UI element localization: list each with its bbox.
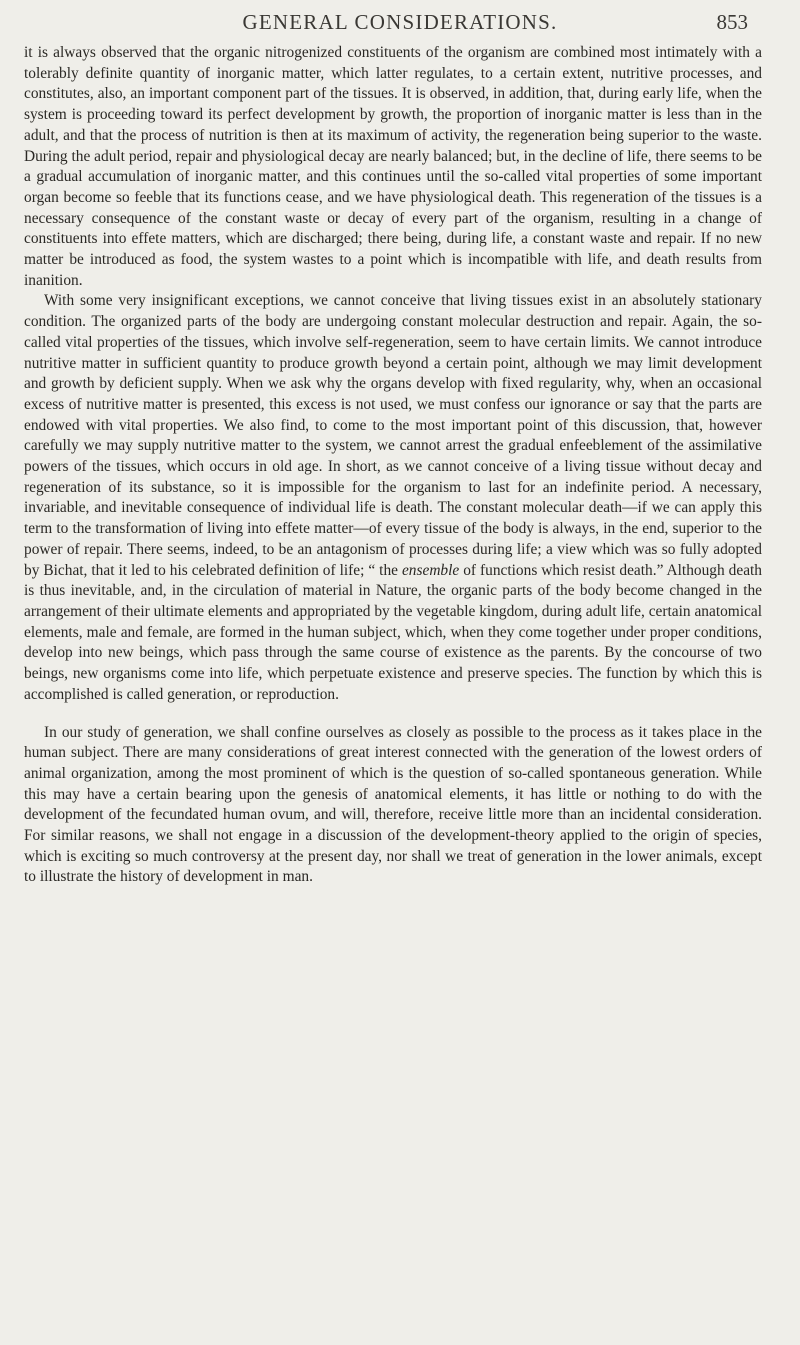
paragraph-3: In our study of generation, we shall confine ourselves as closely as possible to the process as it takes place in the human subject. There are many considerations of great interest connected with the generation of the lowest orders of animal organization, among the most prominent of which is the question of so-called spontaneous generation. While this may have a certain bearing upon the genesis of anatomical elements, it has little or nothing to do with the development of the fecundated human ovum, and will, therefore, receive little more than an incidental consideration. For similar reasons, we shall not engage in a discussion of the development-theory applied to the origin of species, which is exciting so much controversy at the present day, nor shall we treat of generation in the lower animals, except to illustrate the history of development in man. bbox=[24, 723, 762, 886]
running-head: GENERAL CONSIDERATIONS. bbox=[242, 10, 558, 34]
page-number: 853 bbox=[716, 10, 748, 34]
paragraph-1: it is always observed that the organic nitrogenized constituents of the organism are combined most intimately with a tolerably definite quantity of inorganic matter, which latter regulates, to a certain extent, nutritive processes, and constitutes, also, an important component part of the tissues. It is observed, in addition, that, during early life, when the system is proceeding toward its perfect development by growth, the proportion of inorganic matter is less than in the adult, and that the process of nutrition is then at its maximum of activity, the regeneration being superior to the waste. During the adult period, repair and physiological decay are nearly balanced; but, in the decline of life, there seems to be a gradual accumulation of inorganic matter, and this continues until the so-called vital properties of some important organ become so feeble that its functions cease, and we have physiological death. This regeneration of the tissues is a necessary consequence of the constant waste or decay of every part of the organism, resulting in a change of constituents into effete matters, which are discharged; there being, during life, a constant waste and repair. If no new matter be introduced as food, the system wastes to a point which is incompatible with life, and death results from inanition. bbox=[24, 44, 762, 289]
paragraph-2-text-b: of functions which resist death.” Although death is thus inevitable, and, in the circulation of material in Nature, the organic parts of the body become changed in the arrangement of their ultimate elements and appropriated by the vegetable kingdom, during adult life, certain anatomical elements, male and female, are formed in the human subject, which, when they come together under proper conditions, develop into new beings, which pass through the same course of existence as the parents. By the concourse of two beings, new organisms come into life, which perpetuate existence and preserve species. The function by which this is accomplished is called generation, or reproduction. bbox=[24, 561, 762, 703]
paragraph-2-text-a: With some very insignificant exceptions, we cannot conceive that living tissues exist in an absolutely stationary condition. The organized parts of the body are undergoing constant molecular destruction and repair. Again, the so-called vital properties of the tissues, which involve self-regeneration, seem to have certain limits. We cannot introduce nutritive matter in sufficient quantity to produce growth beyond a certain point, although we may limit development and growth by deficient supply. When we ask why the organs develop with fixed regularity, why, when an occasional excess of nutritive matter is presented, this excess is not used, we must confess our ignorance or say that the parts are endowed with vital properties. We also find, to come to the most important point of this discussion, that, however carefully we may supply nutritive matter to the system, we cannot arrest the gradual enfeeblement of the assimilative powers of the tissues, which occurs in old age. In short, as we cannot conceive of a living tissue without decay and regeneration of its substance, so it is impossible for the organism to last for an indefinite period. A necessary, invariable, and inevitable consequence of individual life is death. The constant molecular death—if we can apply this term to the transformation of living into effete matter—of every tissue of the body is always, in the end, superior to the power of repair. There seems, indeed, to be an antagonism of processes during life; a view which was so fully adopted by Bichat, that it led to his celebrated definition of life; “ the bbox=[24, 292, 762, 579]
paragraph-2 bbox=[24, 291, 762, 705]
paragraph-2-italic-term: ensemble bbox=[401, 561, 460, 579]
body-text bbox=[24, 43, 762, 888]
page-header bbox=[0, 10, 800, 42]
